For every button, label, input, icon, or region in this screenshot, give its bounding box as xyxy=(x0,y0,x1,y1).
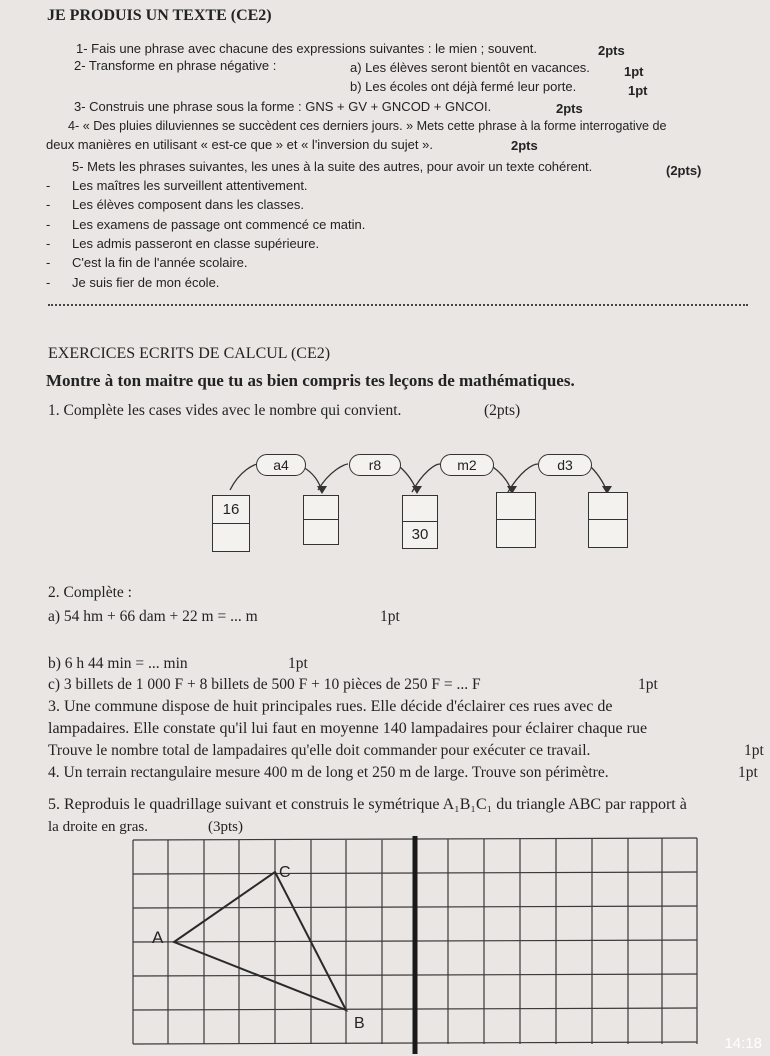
ex2a-text: a) 54 hm + 66 dam + 22 m = ... m xyxy=(48,608,258,625)
q2a-points: 1pt xyxy=(624,64,644,79)
operator-d3: d3 xyxy=(538,454,592,476)
sentence-4: - Les admis passeront en classe supérieure. xyxy=(46,236,320,251)
ex5-line1: 5. Reproduis le quadrillage suivant et construis le symétrique A₁B₁C₁ du triangle ABC par rapport à xyxy=(48,796,687,813)
number-box-1-top: 16 xyxy=(213,496,249,524)
ex3-line3: Trouve le nombre total de lampadaires qu'elle doit commander pour exécuter ce travail. xyxy=(48,742,591,759)
status-clock: 14:18 xyxy=(724,1035,762,1052)
sentence-1: - Les maîtres les surveillent attentivement. xyxy=(46,178,308,193)
ex4-points: 1pt xyxy=(738,764,758,781)
ex3-line1: 3. Une commune dispose de huit principales rues. Elle décide d'éclairer ces rues avec de xyxy=(48,698,613,715)
q3-points: 2pts xyxy=(556,101,583,116)
q3-text: 3- Construis une phrase sous la forme : GNS + GV + GNCOD + GNCOI. xyxy=(74,99,492,114)
q1-points: 2pts xyxy=(598,43,625,58)
q2b-points: 1pt xyxy=(628,83,648,98)
ex5-line2: la droite en gras. xyxy=(48,819,148,835)
q2b-text: b) Les écoles ont déjà fermé leur porte. xyxy=(350,79,577,94)
ex2b-text: b) 6 h 44 min = ... min xyxy=(48,655,188,672)
ex2a-points: 1pt xyxy=(380,608,400,625)
ex2c-points: 1pt xyxy=(638,676,658,693)
ex5-points: (3pts) xyxy=(208,819,243,835)
vertex-b-label: B xyxy=(354,1015,365,1032)
sentence-2: - Les élèves composent dans les classes. xyxy=(46,197,304,212)
operator-r8: r8 xyxy=(349,454,401,476)
ex3-line2: lampadaires. Elle constate qu'il lui faut en moyenne 140 lampadaires pour éclairer chaque rue xyxy=(48,720,648,737)
ex2b-points: 1pt xyxy=(288,655,308,672)
q4-line2: deux manières en utilisant « est-ce que » et « l'inversion du sujet ». xyxy=(46,137,433,152)
q2a-text: a) Les élèves seront bientôt en vacances. xyxy=(350,60,590,75)
sentence-3: - Les examens de passage ont commencé ce matin. xyxy=(46,217,366,232)
operator-m2: m2 xyxy=(440,454,494,476)
q1-text: 1- Fais une phrase avec chacune des expressions suivantes : le mien ; souvent. xyxy=(76,41,538,56)
q5-points: (2pts) xyxy=(666,163,702,178)
math-title: EXERCICES ECRITS DE CALCUL (CE2) xyxy=(48,345,331,362)
sentence-5: - C'est la fin de l'année scolaire. xyxy=(46,255,248,270)
q5-text: 5- Mets les phrases suivantes, les unes à la suite des autres, pour avoir un texte cohérent. xyxy=(72,159,593,174)
french-title: JE PRODUIS UN TEXTE (CE2) xyxy=(47,7,272,24)
q4-line1: 4- « Des pluies diluviennes se succèdent ces derniers jours. » Mets cette phrase à la forme interrogative de xyxy=(68,119,667,133)
math-subtitle: Montre à ton maitre que tu as bien compris tes leçons de mathématiques. xyxy=(46,371,575,390)
ex3-points: 1pt xyxy=(744,742,764,759)
number-box-3-bottom: 30 xyxy=(411,526,429,543)
sentence-6: - Je suis fier de mon école. xyxy=(46,275,220,290)
ex2c-text: c) 3 billets de 1 000 F + 8 billets de 500 F + 10 pièces de 250 F = ... F xyxy=(48,676,481,693)
ex1-points: (2pts) xyxy=(484,402,521,419)
ex1-text: 1. Complète les cases vides avec le nombre qui convient. xyxy=(48,402,402,419)
q2-text: 2- Transforme en phrase négative : xyxy=(74,58,277,73)
ex2-text: 2. Complète : xyxy=(48,584,132,601)
vertex-c-label: C xyxy=(279,864,291,881)
ex4-text: 4. Un terrain rectangulaire mesure 400 m de long et 250 m de large. Trouve son périmètre. xyxy=(48,764,609,781)
q4-points: 2pts xyxy=(511,138,538,153)
operator-a4: a4 xyxy=(256,454,306,476)
vertex-a-label: A xyxy=(152,928,164,947)
